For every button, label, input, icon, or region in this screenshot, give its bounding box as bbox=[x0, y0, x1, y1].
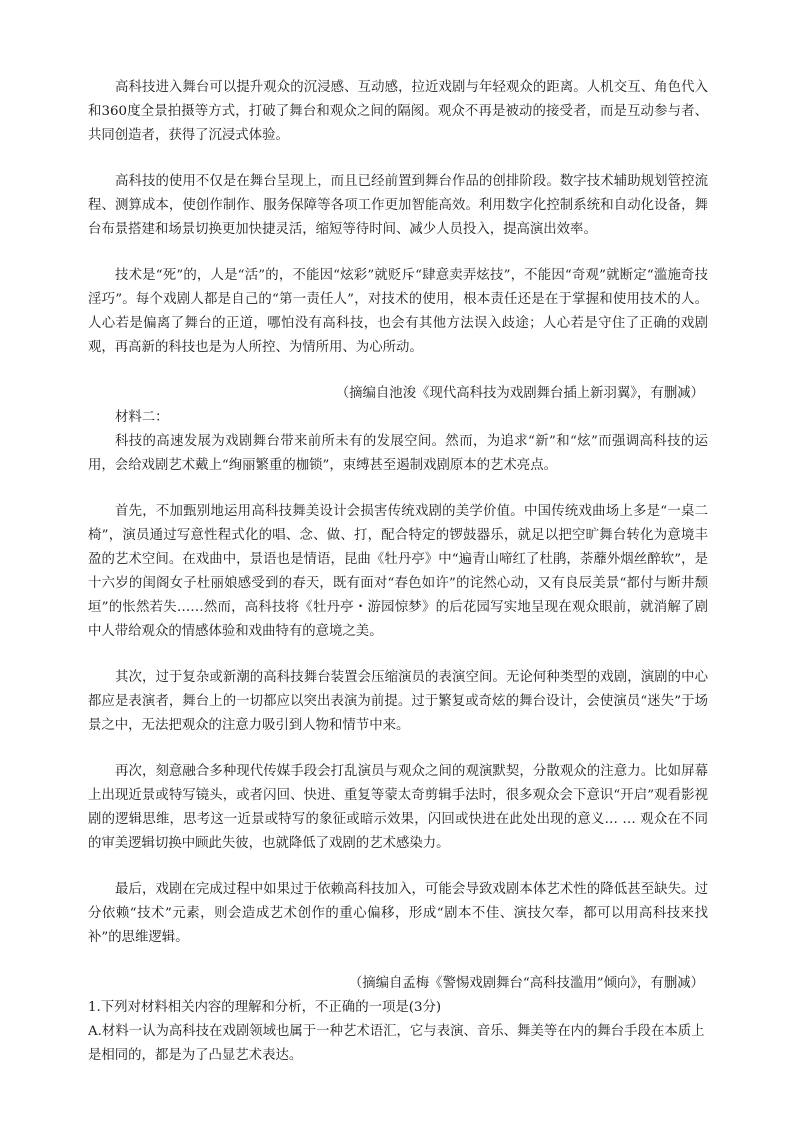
material2-paragraph-3: 其次，过于复杂或新潮的高科技舞台装置会压缩演员的表演空间。无论何种类型的戏剧，演剧的中心都应是表演者，舞台上的一切都应以突出表演为前提。过于繁复或奇炫的舞台设计，会使演员“迷失”于场景之中，无法把观众的注意力吸引到人物和情节中来。 bbox=[88, 670, 708, 733]
question-1-stem: 1.下列对材料相关内容的理解和分析，不正确的一项是(3分) bbox=[88, 1000, 442, 1015]
document-body bbox=[88, 76, 708, 1068]
material1-paragraph-3: 技术是“死”的，人是“活”的，不能因“炫彩”就贬斥“肆意卖弄炫技”，不能因“奇观”就断定“滥施奇技淫巧”。每个戏剧人都是自己的“第一责任人”，对技术的使用，根本责任还是在于掌握和使用技术的人。人心若是偏离了舞台的正道，哪怕没有高科技，也会有其他方法误入歧途；人心若是守住了正确的戏剧观，再高新的科技也是为人所控、为情所用、为心所动。 bbox=[88, 268, 708, 355]
material1-source: （摘编自池浚《现代高科技为戏剧舞台插上新羽翼》，有删减） bbox=[335, 386, 704, 401]
material1-paragraph-1: 高科技进入舞台可以提升观众的沉浸感、互动感，拉近戏剧与年轻观众的距离。人机交互、角色代入和360度全景拍摄等方式，打破了舞台和观众之间的隔阂。观众不再是被动的接受者，而是互动参与者、共同创造者，获得了沉浸式体验。 bbox=[88, 80, 708, 143]
question-1-option-a: A.材料一认为高科技在戏剧领域也属于一种艺术语汇，它与表演、音乐、舞美等在内的舞台手段在本质上是相同的，都是为了凸显艺术表达。 bbox=[88, 1024, 705, 1063]
material2-paragraph-2: 首先，不加甄别地运用高科技舞美设计会损害传统戏剧的美学价值。中国传统戏曲场上多是“一桌二椅”，演员通过写意性程式化的唱、念、做、打，配合特定的锣鼓器乐，就足以把空旷舞台转化为意境丰盈的艺术空间。在戏曲中，景语也是情语，昆曲《牡丹亭》中“遍青山啼红了杜鹃，荼蘼外烟丝醉软”，是十六岁的闺阁女子杜丽娘感受到的春天，既有面对“春色如许”的诧然心动，又有良辰美景“都付与断井颓垣”的怅然若失……然而，高科技将《牡丹亭・游园惊梦》的后花园写实地呈现在观众眼前，就消解了剧中人带给观众的情感体验和戏曲特有的意境之美。 bbox=[88, 504, 708, 639]
material2-paragraph-5: 最后，戏剧在完成过程中如果过于依赖高科技加入，可能会导致戏剧本体艺术性的降低甚至缺失。过分依赖“技术”元素，则会造成艺术创作的重心偏移，形成“剧本不佳、演技欠奉，都可以用高科技来找补”的思维逻辑。 bbox=[88, 882, 708, 945]
material2-heading: 材料二： bbox=[115, 410, 169, 425]
material2-paragraph-1: 科技的高速发展为戏剧舞台带来前所未有的发展空间。然而，为追求“新”和“炫”而强调高科技的运用，会给戏剧艺术戴上“绚丽繁重的枷锁”，束缚甚至遏制戏剧原本的艺术亮点。 bbox=[88, 434, 708, 473]
material1-paragraph-2: 高科技的使用不仅是在舞台呈现上，而且已经前置到舞台作品的创排阶段。数字技术辅助规划管控流程、测算成本，使创作制作、服务保障等各项工作更加智能高效。利用数字化控制系统和自动化设备，舞台布景搭建和场景切换更加快捷灵活，缩短等待时间、减少人员投入，提高演出效率。 bbox=[88, 174, 708, 237]
material2-source: （摘编自孟梅《警惕戏剧舞台“高科技滥用”倾向》，有删减） bbox=[348, 976, 704, 991]
material2-paragraph-4: 再次，刻意融合多种现代传媒手段会打乱演员与观众之间的观演默契，分散观众的注意力。比如屏幕上出现近景或特写镜头，或者闪回、快进、重复等蒙太奇剪辑手法时，很多观众会下意识“开启”观看影视剧的逻辑思维，思考这一近景或特写的象征或暗示效果，闪回或快进在此处出现的意义… … 观众在不同的审美逻辑切换中顾此失彼，也就降低了戏剧的艺术感染力。 bbox=[88, 764, 708, 851]
